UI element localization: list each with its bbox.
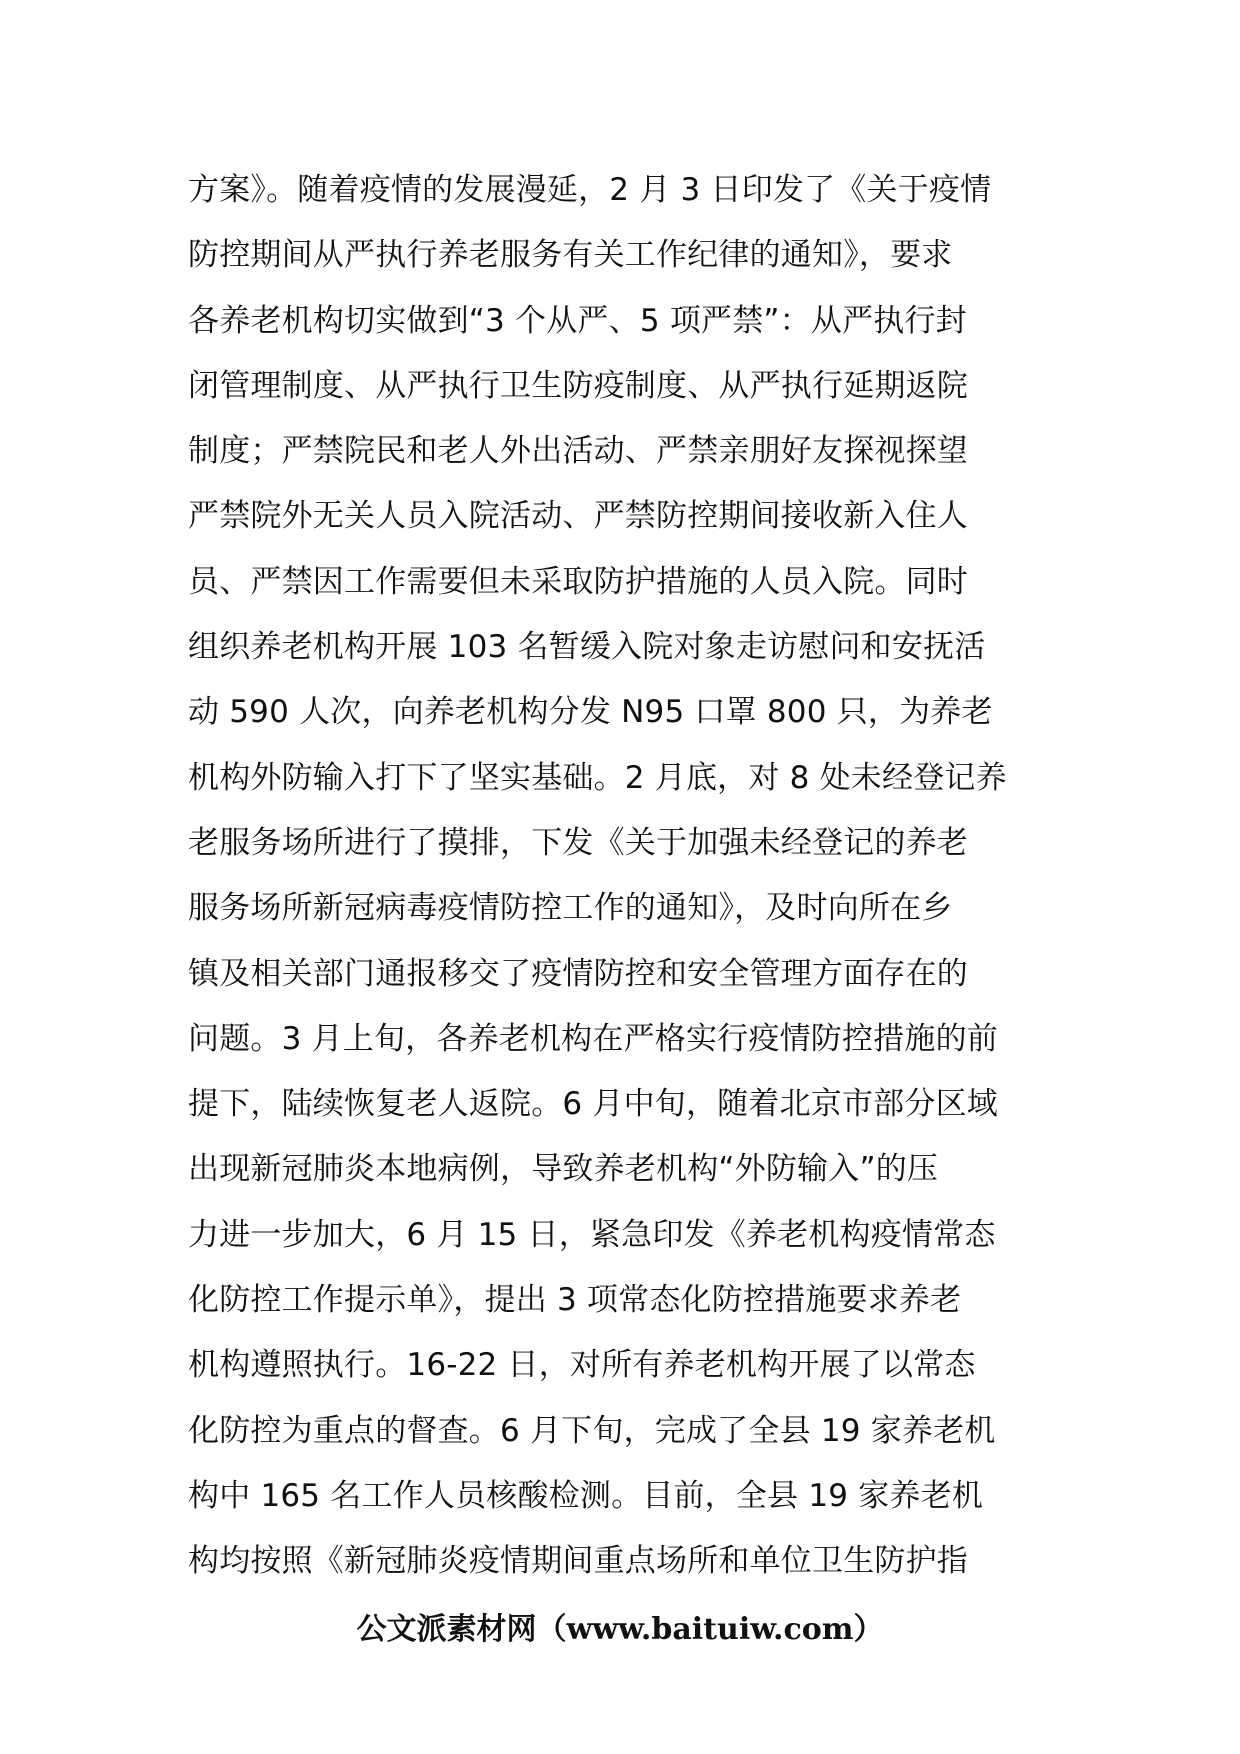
text-line: 提下，陆续恢复老人返院。6 月中旬，随着北京市部分区域 xyxy=(188,1086,998,1123)
text-line: 制度；严禁院民和老人外出活动、严禁亲朋好友探视探望 xyxy=(188,433,968,470)
text-line: 化防控工作提示单》，提出 3 项常态化防控措施要求养老 xyxy=(188,1282,962,1319)
text-line: 出现新冠肺炎本地病例，导致养老机构“外防输入”的压 xyxy=(188,1151,939,1188)
text-line: 员、严禁因工作需要但未采取防护措施的人员入院。同时 xyxy=(188,563,968,600)
text-line: 构均按照《新冠肺炎疫情期间重点场所和单位卫生防护指 xyxy=(188,1543,968,1580)
text-line: 防控期间从严执行养老服务有关工作纪律的通知》，要求 xyxy=(188,237,953,274)
text-line: 问题。3 月上旬，各养老机构在严格实行疫情防控措施的前 xyxy=(188,1020,998,1057)
text-line: 各养老机构切实做到“3 个从严、5 项严禁”：从严执行封 xyxy=(188,302,967,339)
text-line: 服务场所新冠病毒疫情防控工作的通知》，及时向所在乡 xyxy=(188,890,953,927)
text-line: 严禁院外无关人员入院活动、严禁防控期间接收新入住人 xyxy=(188,498,968,535)
body-text xyxy=(188,158,1068,1595)
footer-watermark-text: 公文派素材网（www.baituiw.com） xyxy=(356,1612,884,1647)
text-line: 力进一步加大，6 月 15 日，紧急印发《养老机构疫情常态 xyxy=(188,1216,996,1253)
text-line: 老服务场所进行了摸排，下发《关于加强未经登记的养老 xyxy=(188,824,968,861)
text-line: 方案》。随着疫情的发展漫延，2 月 3 日印发了《关于疫情 xyxy=(188,172,992,208)
text-line: 镇及相关部门通报移交了疫情防控和安全管理方面存在的 xyxy=(188,955,968,992)
text-line: 构中 165 名工作人员核酸检测。目前，全县 19 家养老机 xyxy=(188,1477,984,1514)
text-line: 动 590 人次，向养老机构分发 N95 口罩 800 只，为养老 xyxy=(188,694,993,731)
text-line: 组织养老机构开展 103 名暂缓入院对象走访慰问和安抚活 xyxy=(188,629,986,666)
text-line: 机构外防输入打下了坚实基础。2 月底，对 8 处未经登记养 xyxy=(188,759,1007,796)
text-line: 闭管理制度、从严执行卫生防疫制度、从严执行延期返院 xyxy=(188,367,968,404)
text-line: 化防控为重点的督查。6 月下旬，完成了全县 19 家养老机 xyxy=(188,1412,996,1449)
text-line: 机构遵照执行。16-22 日，对所有养老机构开展了以常态 xyxy=(188,1347,976,1384)
